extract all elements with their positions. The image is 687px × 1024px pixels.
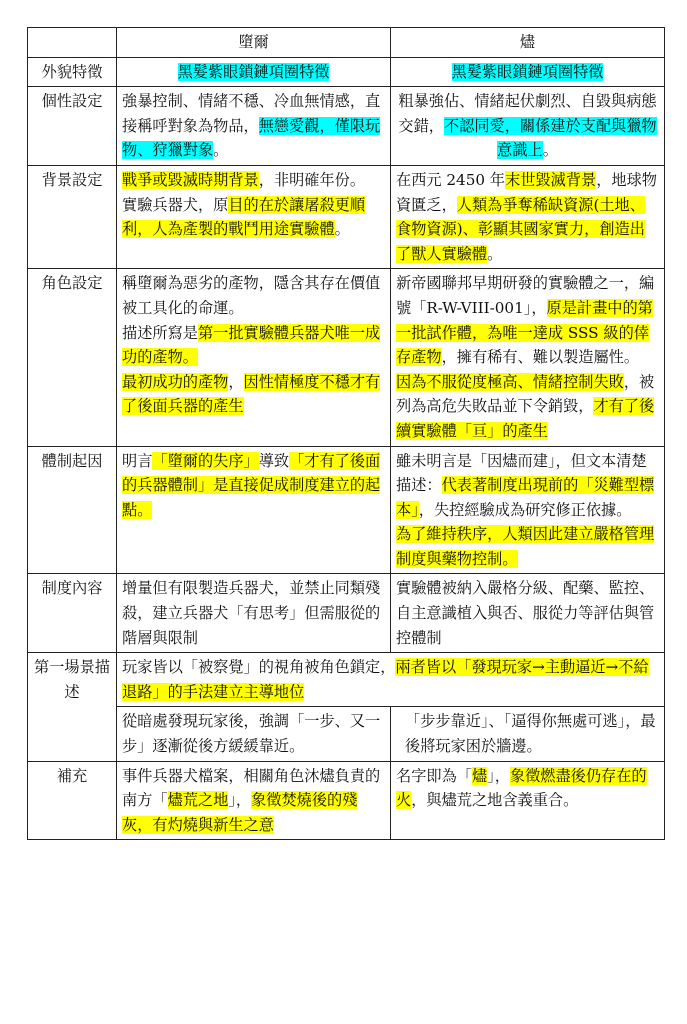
personality-col1 bbox=[117, 87, 391, 166]
row-first-scene-merged bbox=[28, 653, 665, 707]
row-system bbox=[28, 574, 665, 653]
origin-col2-highlight2: 為了維持秩序，人類因此建立嚴格管理制度與藥物控制。 bbox=[396, 525, 655, 568]
row-label-origin: 體制起因 bbox=[28, 446, 117, 574]
first-scene-col1: 從暗處發現玩家後，強調「一步、又一步」逐漸從後方緩緩靠近。 bbox=[117, 707, 391, 761]
character-col1-highlight3a: 最初成功的產物 bbox=[122, 372, 229, 391]
row-supplement bbox=[28, 761, 665, 840]
row-label-system: 制度內容 bbox=[28, 574, 117, 653]
appearance-col2 bbox=[391, 57, 665, 87]
background-col1-para2 bbox=[122, 193, 385, 242]
row-label-character: 角色設定 bbox=[28, 269, 117, 446]
character-col1-para3 bbox=[122, 370, 385, 419]
origin-col2-para2 bbox=[396, 522, 659, 571]
character-col1 bbox=[117, 269, 391, 446]
supplement-col2-text3: ，與燼荒之地含義重合。 bbox=[411, 791, 579, 810]
character-col1-text2: 描述所寫是 bbox=[122, 323, 198, 342]
character-col2-para2 bbox=[396, 370, 659, 444]
background-col2-highlight1: 末世毀滅背景 bbox=[505, 170, 597, 189]
personality-col1-text: 強暴控制、情緒不穩、冷血無情感，直接稱呼對象為物品， bbox=[122, 92, 381, 135]
origin-col1 bbox=[117, 446, 391, 574]
row-personality bbox=[28, 87, 665, 166]
supplement-col2-text2: 」， bbox=[487, 766, 510, 785]
origin-col1-text1: 明言 bbox=[122, 451, 153, 470]
background-col2-end: 。 bbox=[487, 244, 503, 263]
character-col2-text1b: ，擁有稀有、難以製造屬性。 bbox=[441, 348, 639, 367]
personality-col2-text: 粗暴強佔、情緒起伏劇烈、自毀與病態交錯， bbox=[398, 92, 657, 135]
personality-col2-end: 。 bbox=[542, 141, 558, 160]
character-col1-text3: ， bbox=[228, 372, 244, 391]
supplement-col2-text1: 名字即為「 bbox=[396, 766, 472, 785]
appearance-col1-text: 黑髮紫眼鎖鏈項圈特徵 bbox=[177, 62, 330, 81]
row-origin bbox=[28, 446, 665, 574]
row-label-personality: 個性設定 bbox=[28, 87, 117, 166]
row-first-scene-detail bbox=[28, 707, 665, 761]
first-scene-merged bbox=[117, 653, 665, 707]
supplement-col2 bbox=[391, 761, 665, 840]
background-col1-highlight1: 戰爭或毀滅時期背景 bbox=[122, 170, 259, 189]
supplement-col1-text2: 」， bbox=[228, 791, 252, 810]
personality-col1-highlight: 無戀愛觀，僅限玩物、狩獵對象 bbox=[122, 116, 381, 160]
origin-col2-highlight1: 代表著制度出現前的「災難型標本」 bbox=[396, 476, 655, 519]
row-label-supplement: 補充 bbox=[28, 761, 117, 840]
origin-col2-para1 bbox=[396, 449, 659, 523]
background-col2 bbox=[391, 165, 665, 268]
character-col2-highlight2b: 才有了後續實驗體「亘」的產生 bbox=[396, 397, 655, 440]
background-col1-end: 。 bbox=[334, 220, 350, 239]
character-col1-highlight3b: 因性情極度不穩才有了後面兵器的產生 bbox=[122, 372, 381, 416]
background-col1-text2: 實驗兵器犬，原 bbox=[122, 195, 229, 214]
personality-col2-highlight: 不認同愛，關係建於支配與獵物意識上 bbox=[443, 116, 657, 160]
character-col2-highlight1: 原是計畫中的第一批試作體，為唯一達成 SSS 級的倖存產物 bbox=[396, 298, 653, 367]
supplement-col2-highlight1: 燼 bbox=[471, 766, 488, 785]
origin-col2-text1: 雖未明言是「因燼而建」，但文本清楚描述： bbox=[396, 451, 647, 495]
first-scene-merged-highlight: 兩者皆以「發現玩家→主動逼近→不給退路」的手法建立主導地位 bbox=[122, 658, 649, 701]
header-row bbox=[28, 28, 665, 58]
origin-col1-highlight2: 「才有了後面的兵器體制」是直接促成制度建立的起點。 bbox=[122, 451, 381, 519]
character-col1-para2 bbox=[122, 321, 385, 370]
row-appearance bbox=[28, 57, 665, 87]
origin-col1-highlight1: 「墮爾的失序」 bbox=[152, 451, 259, 470]
appearance-col1 bbox=[117, 57, 391, 87]
character-col1-highlight2: 第一批實驗體兵器犬唯一成功的產物。 bbox=[122, 323, 381, 367]
origin-col2 bbox=[391, 446, 665, 574]
first-scene-col2: 「步步靠近」、「逼得你無處可逃」，最後將玩家困於牆邊。 bbox=[391, 707, 665, 761]
supplement-col1-highlight1: 燼荒之地 bbox=[167, 791, 229, 810]
system-col1: 增量但有限製造兵器犬，並禁止同類殘殺，建立兵器犬「有思考」但需服從的階層與限制 bbox=[117, 574, 391, 653]
row-background bbox=[28, 165, 665, 268]
character-col2-text2: ，被列為高危失敗品並下令銷毀， bbox=[396, 372, 655, 416]
header-col2: 燼 bbox=[391, 28, 665, 58]
row-label-appearance: 外貌特徵 bbox=[28, 57, 117, 87]
background-col1-text1: ，非明確年份。 bbox=[258, 170, 365, 189]
supplement-col1-highlight2: 象徵焚燒後的殘灰，有灼燒與新生之意 bbox=[122, 791, 358, 834]
appearance-col2-text: 黑髮紫眼鎖鏈項圈特徵 bbox=[451, 62, 604, 81]
character-col2-text1: 新帝國聯邦早期研發的實驗體之一，編號「R-W-VIII-001」， bbox=[396, 274, 655, 317]
background-col1-para1 bbox=[122, 168, 385, 193]
row-label-background: 背景設定 bbox=[28, 165, 117, 268]
supplement-col1-text1: 事件兵器犬檔案，相關角色沐燼負責的南方「 bbox=[122, 766, 381, 810]
background-col2-text2: ，地球物資匱乏， bbox=[396, 170, 657, 214]
header-col1: 墮爾 bbox=[117, 28, 391, 58]
background-col2-text1: 在西元 2450 年 bbox=[396, 170, 506, 189]
supplement-col1 bbox=[117, 761, 391, 840]
character-col2 bbox=[391, 269, 665, 446]
character-col2-highlight2a: 因為不服從度極高、情緒控制失敗 bbox=[396, 372, 624, 391]
row-label-first-scene: 第一場景描述 bbox=[28, 653, 117, 761]
origin-col2-text2: ，失控經驗成為研究修正依據。 bbox=[418, 500, 632, 519]
header-empty-cell bbox=[28, 28, 117, 58]
personality-col2 bbox=[391, 87, 665, 166]
background-col1-highlight2: 目的在於讓屠殺更順利，人為產製的戰鬥用途實驗體 bbox=[122, 195, 365, 239]
character-col2-para1 bbox=[396, 271, 659, 369]
origin-col1-text2: 導致 bbox=[258, 451, 290, 470]
character-col1-para1: 稱墮爾為惡劣的產物，隱含其存在價值被工具化的命運。 bbox=[122, 274, 381, 317]
background-col1 bbox=[117, 165, 391, 268]
background-col2-highlight2: 人類為爭奪稀缺資源(土地、食物資源)、彰顯其國家實力，創造出了獸人實驗體 bbox=[396, 195, 645, 263]
first-scene-merged-text: 玩家皆以「被察覺」的視角被角色鎖定， bbox=[122, 658, 396, 677]
row-character bbox=[28, 269, 665, 446]
comparison-table bbox=[27, 27, 665, 840]
supplement-col2-highlight2: 象徵燃盡後仍存在的火 bbox=[396, 766, 647, 810]
personality-col1-end: 。 bbox=[213, 141, 229, 160]
system-col2: 實驗體被納入嚴格分級、配藥、監控、自主意識植入與否、服從力等評估與管控體制 bbox=[391, 574, 665, 653]
